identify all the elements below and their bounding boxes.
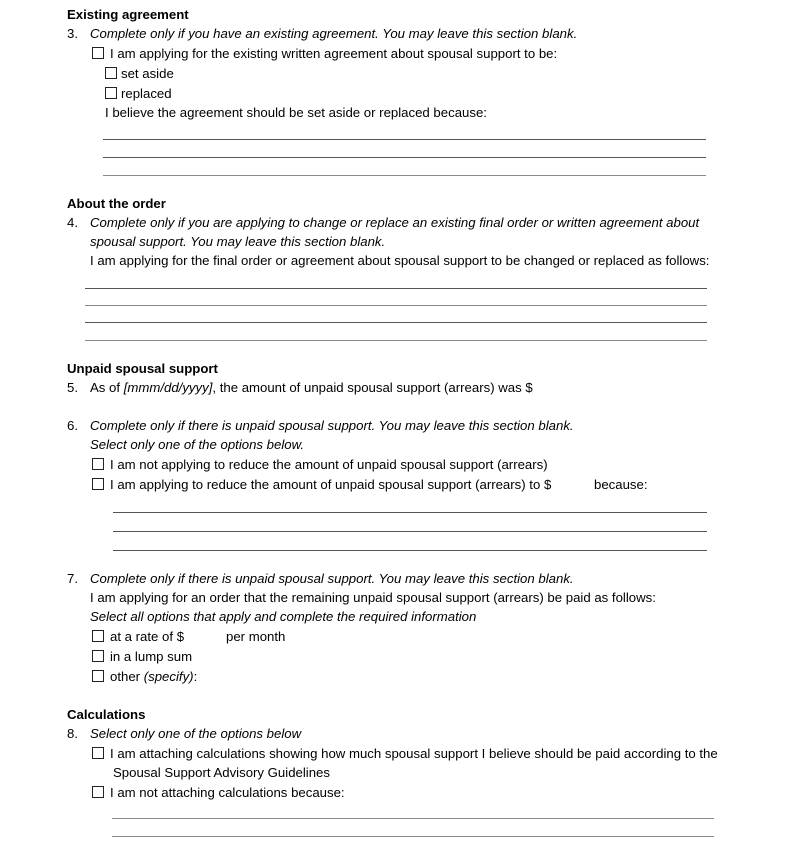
checkbox-replaced[interactable] — [105, 87, 117, 99]
option-label: I am applying to reduce the amount of unpaid spousal support (arrears) to $ — [110, 477, 552, 492]
option-set-aside[interactable] — [105, 66, 174, 82]
section-heading-calculations: Calculations — [67, 707, 146, 722]
instruction-3: Complete only if you have an existing agreement. You may leave this section blank. — [90, 26, 578, 41]
answer-line-3-3[interactable] — [103, 175, 706, 176]
prompt-4: I am applying for the final order or agreement about spousal support to be changed or replaced as follows: — [90, 253, 710, 268]
answer-line-4-3[interactable] — [85, 322, 707, 323]
checkbox-attach-calculations[interactable] — [92, 747, 104, 759]
checkbox-rate[interactable] — [92, 630, 104, 642]
instruction-6: Complete only if there is unpaid spousal support. You may leave this section blank. — [90, 418, 574, 433]
checkbox-apply-existing-agreement[interactable] — [92, 47, 104, 59]
section-heading-unpaid-support: Unpaid spousal support — [67, 361, 218, 376]
option-label: replaced — [121, 86, 172, 101]
prompt-7: I am applying for an order that the remaining unpaid spousal support (arrears) be paid as follows: — [90, 590, 656, 605]
answer-line-4-1[interactable] — [85, 288, 707, 289]
option-label: set aside — [121, 66, 174, 81]
answer-line-6-2[interactable] — [113, 531, 707, 532]
option-label: I am not attaching calculations because: — [110, 785, 345, 800]
answer-line-4-4[interactable] — [85, 340, 707, 341]
checkbox-not-reduce-arrears[interactable] — [92, 458, 104, 470]
checkbox-not-attach-calculations[interactable] — [92, 786, 104, 798]
option-other[interactable] — [92, 669, 197, 685]
instruction-4-line1: Complete only if you are applying to change or replace an existing final order or written agreement about — [90, 215, 700, 230]
option-not-reduce-arrears[interactable] — [92, 457, 548, 473]
checkbox-lump-sum[interactable] — [92, 650, 104, 662]
option-label: in a lump sum — [110, 649, 193, 664]
checkbox-reduce-arrears[interactable] — [92, 478, 104, 490]
answer-line-8-2[interactable] — [112, 836, 714, 837]
option-not-attach-calculations[interactable] — [92, 785, 345, 801]
question-5 — [90, 380, 593, 396]
option-label: at a rate of $ — [110, 629, 185, 644]
because-label-6: because: — [594, 477, 648, 492]
reason-prompt-3: I believe the agreement should be set aside or replaced because: — [105, 105, 487, 120]
item-number-3: 3. — [67, 26, 78, 41]
checkbox-other[interactable] — [92, 670, 104, 682]
item-number-4: 4. — [67, 215, 78, 230]
q5-suffix: , the amount of unpaid spousal support (arrears) was $ — [212, 380, 533, 395]
answer-line-3-1[interactable] — [103, 139, 706, 140]
instruction-7: Complete only if there is unpaid spousal support. You may leave this section blank. — [90, 571, 574, 586]
per-month-label: per month — [226, 629, 286, 644]
option-label: I am not applying to reduce the amount of unpaid spousal support (arrears) — [110, 457, 548, 472]
answer-line-8-1[interactable] — [112, 818, 714, 819]
option-rate[interactable] — [92, 629, 184, 645]
instruction-4-line2: spousal support. You may leave this section blank. — [90, 234, 386, 249]
q5-prefix: As of — [90, 380, 124, 395]
answer-line-3-2[interactable] — [103, 157, 706, 158]
option-replaced[interactable] — [105, 86, 172, 102]
section-heading-existing-agreement: Existing agreement — [67, 7, 189, 22]
answer-line-6-1[interactable] — [113, 512, 707, 513]
select-note-7: Select all options that apply and complete the required information — [90, 609, 477, 624]
item-number-5: 5. — [67, 380, 78, 395]
reduced-amount-field[interactable] — [558, 477, 594, 493]
item-number-8: 8. — [67, 726, 78, 741]
select-note-6: Select only one of the options below. — [90, 437, 305, 452]
answer-line-6-3[interactable] — [113, 550, 707, 551]
option-apply-existing-agreement[interactable] — [92, 46, 557, 62]
specify-label: (specify) — [143, 669, 194, 684]
option-label: other — [110, 669, 144, 684]
option-reduce-arrears[interactable] — [92, 477, 551, 493]
select-note-8: Select only one of the options below — [90, 726, 302, 741]
answer-line-4-2[interactable] — [85, 305, 707, 306]
option-label: I am attaching calculations showing how much spousal support I believe should be paid according to the — [110, 746, 718, 761]
item-number-7: 7. — [67, 571, 78, 586]
section-heading-about-order: About the order — [67, 196, 166, 211]
option-label: I am applying for the existing written agreement about spousal support to be: — [110, 46, 558, 61]
date-field[interactable]: [mmm/dd/yyyy] — [123, 380, 213, 395]
checkbox-set-aside[interactable] — [105, 67, 117, 79]
option-attach-line2: Spousal Support Advisory Guidelines — [113, 765, 330, 780]
option-lump-sum[interactable] — [92, 649, 192, 665]
rate-amount-field[interactable] — [186, 629, 224, 645]
colon: : — [193, 669, 198, 684]
option-attach-calculations[interactable] — [92, 746, 718, 762]
item-number-6: 6. — [67, 418, 78, 433]
